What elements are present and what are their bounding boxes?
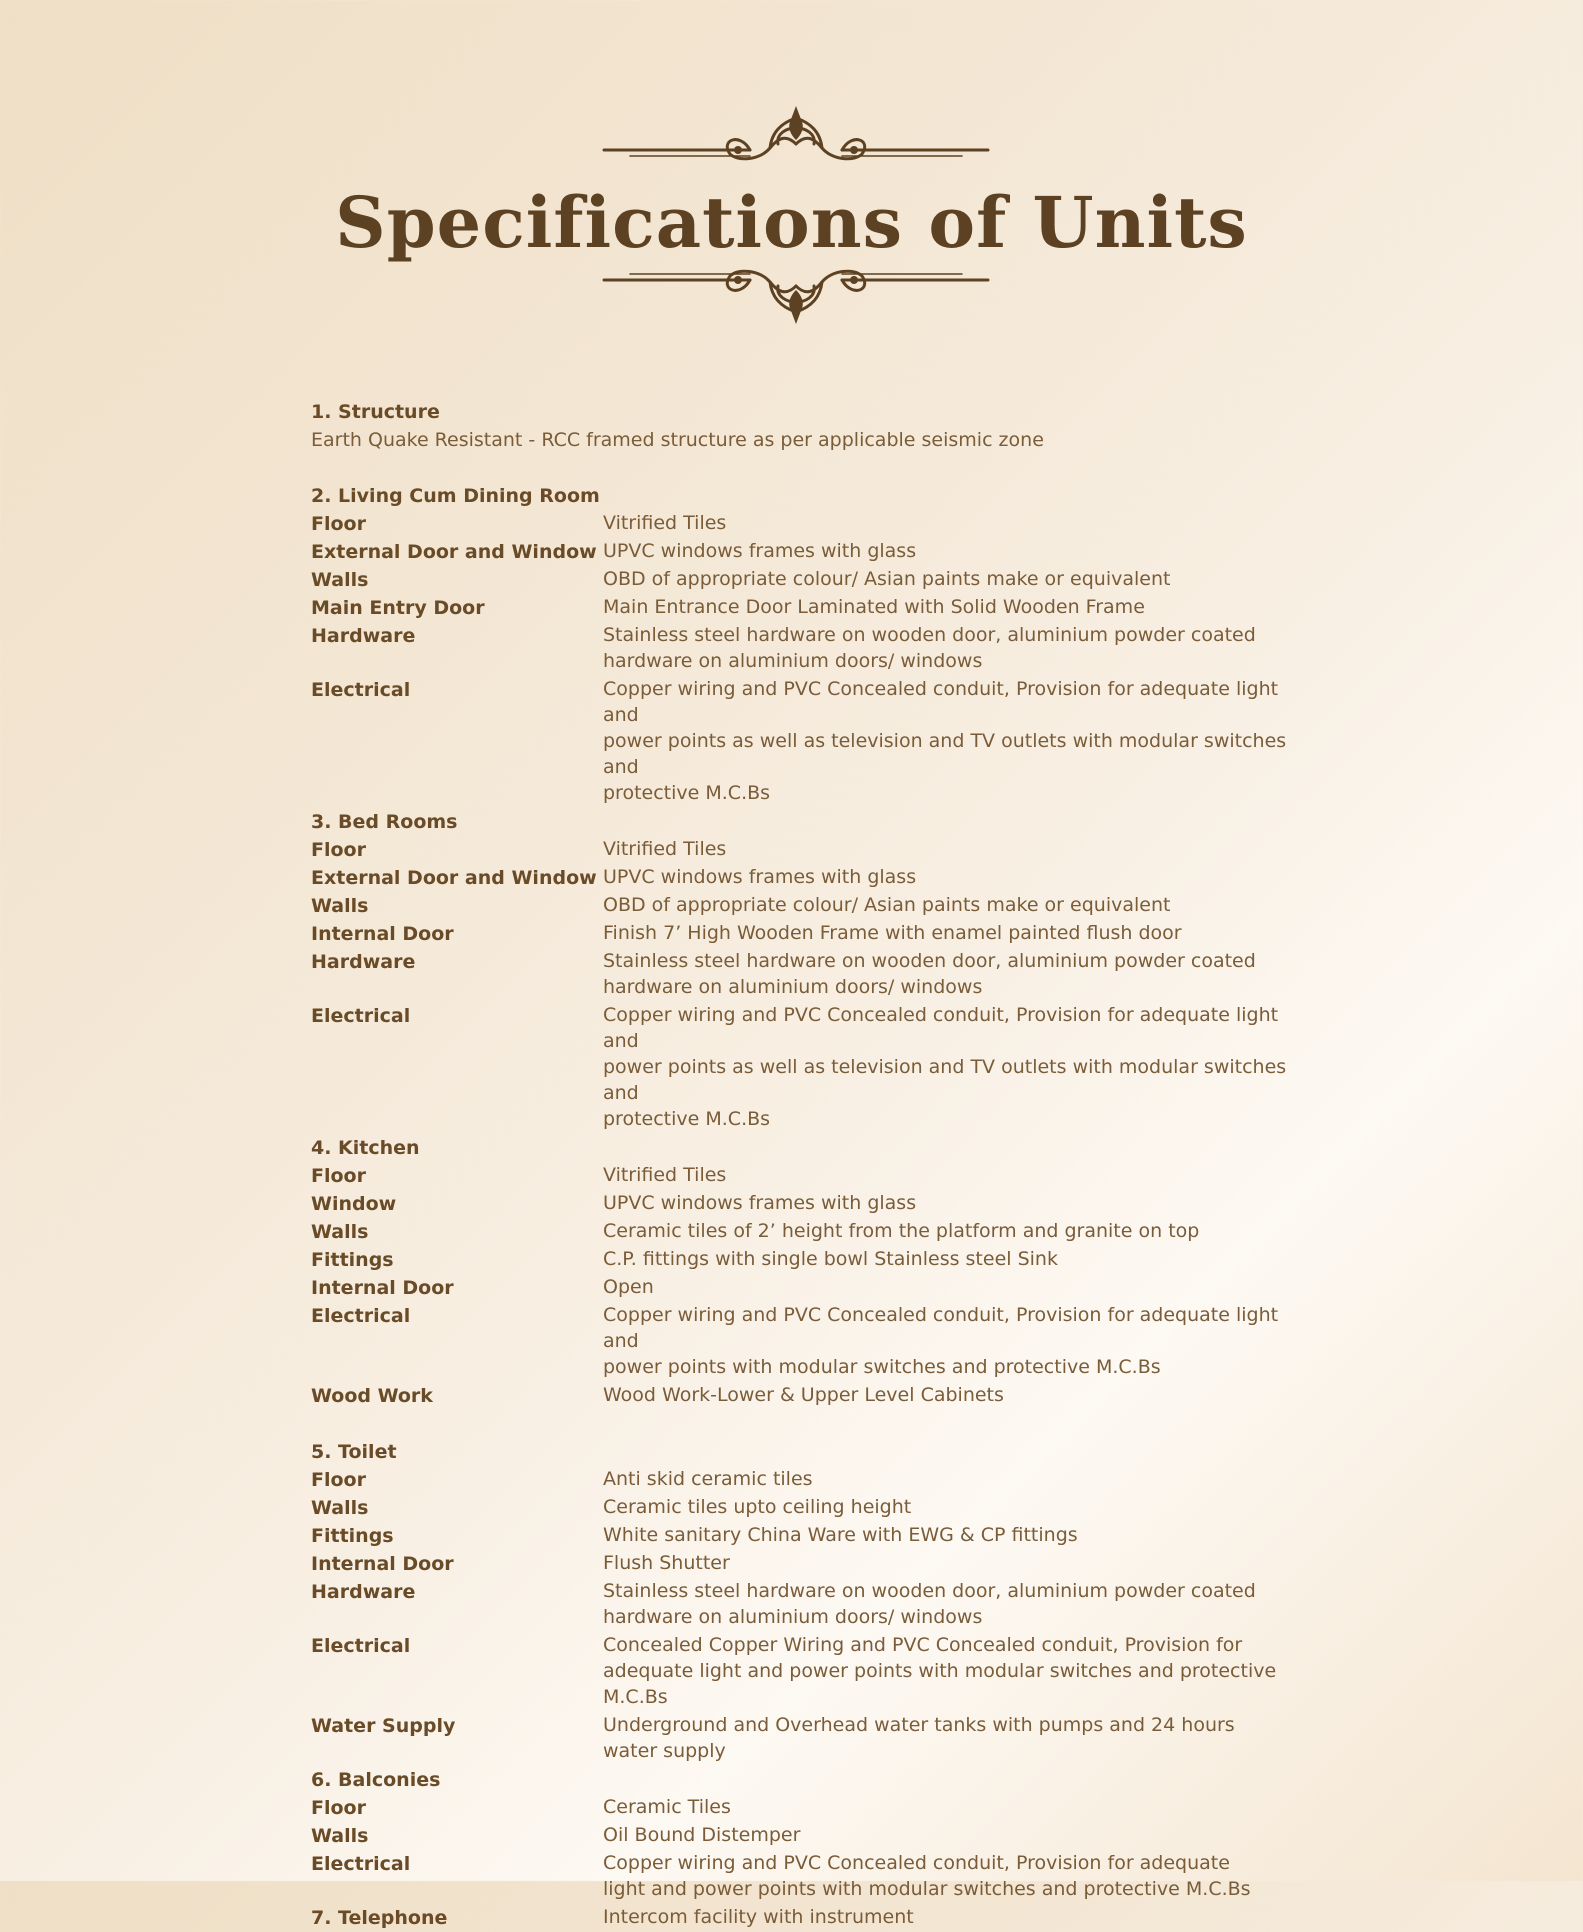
- spec-value: [603, 836, 1303, 864]
- spec-label: Walls: [311, 1221, 369, 1243]
- spec-row: [311, 622, 1311, 674]
- spec-label: Wood Work: [311, 1385, 433, 1407]
- spec-row: [311, 920, 1311, 948]
- spec-value: [603, 920, 1303, 948]
- spec-value: [603, 1632, 1303, 1710]
- spec-row: [311, 1190, 1311, 1218]
- spec-row: [311, 948, 1311, 1000]
- spec-value: [603, 1190, 1303, 1218]
- spec-value: [603, 1850, 1303, 1902]
- spec-label: Floor: [311, 1165, 366, 1187]
- section-heading-living: 2. Living Cum Dining Room: [311, 485, 600, 507]
- spec-label: Hardware: [311, 1581, 416, 1603]
- spec-label: Electrical: [311, 1853, 411, 1875]
- spec-value-line: Ceramic tiles of 2’ height from the platform and granite on top: [603, 1220, 1200, 1242]
- spec-label: Hardware: [311, 951, 416, 973]
- spec-row: [311, 1794, 1311, 1822]
- spec-row: [311, 1522, 1311, 1550]
- spec-value-line: Copper wiring and PVC Concealed conduit, Provision for adequate light and: [603, 1304, 1279, 1352]
- section-toilet: [311, 1466, 1311, 1766]
- spec-value: [603, 1494, 1303, 1522]
- spec-row: [311, 1850, 1311, 1902]
- spec-label: Walls: [311, 569, 369, 591]
- spec-label: Electrical: [311, 1635, 411, 1657]
- spec-value-line: Ceramic Tiles: [603, 1796, 731, 1818]
- spec-row: [311, 1466, 1311, 1494]
- spec-label: External Door and Window: [311, 541, 597, 563]
- spec-value: [603, 1550, 1303, 1578]
- spec-value: [603, 1246, 1303, 1274]
- spec-value: [603, 1712, 1303, 1764]
- spec-value-line: Stainless steel hardware on wooden door, aluminium powder coated: [603, 1580, 1256, 1602]
- spec-value: [603, 1904, 1303, 1932]
- spec-row: [311, 676, 1311, 806]
- section-heading-balconies: 6. Balconies: [311, 1769, 441, 1791]
- spec-label: Window: [311, 1193, 397, 1215]
- spec-value: [603, 622, 1303, 674]
- spec-value: [603, 1578, 1303, 1630]
- section-living: [311, 510, 1311, 808]
- spec-value-line: Vitrified Tiles: [603, 512, 727, 534]
- spec-value: [603, 948, 1303, 1000]
- spec-value: [603, 1794, 1303, 1822]
- spec-label: Fittings: [311, 1525, 394, 1547]
- spec-value: [603, 538, 1303, 566]
- spec-row: [311, 1162, 1311, 1190]
- spec-value: [603, 510, 1303, 538]
- spec-value-line: UPVC windows frames with glass: [603, 540, 917, 562]
- spec-value-line: UPVC windows frames with glass: [603, 866, 917, 888]
- spec-value: [603, 594, 1303, 622]
- spec-label: Electrical: [311, 679, 411, 701]
- spec-value: [603, 1382, 1303, 1410]
- spec-row: [311, 1002, 1311, 1132]
- spec-value: [603, 1822, 1303, 1850]
- section-telephone: [311, 1904, 1311, 1932]
- spec-value-line: adequate light and power points with modular switches and protective: [603, 1660, 1277, 1682]
- spec-value: [603, 676, 1303, 806]
- spec-value-line: hardware on aluminium doors/ windows: [603, 1606, 983, 1628]
- spec-label: Water Supply: [311, 1715, 456, 1737]
- spec-value: [603, 1274, 1303, 1302]
- spec-label: Floor: [311, 839, 366, 861]
- spec-value-line: Copper wiring and PVC Concealed conduit, Provision for adequate: [603, 1852, 1230, 1874]
- spec-value: [603, 1522, 1303, 1550]
- spec-label: Fittings: [311, 1249, 394, 1271]
- spec-value-line: Wood Work-Lower & Upper Level Cabinets: [603, 1384, 1004, 1406]
- page-title: Specifications of Units: [335, 181, 1248, 264]
- section-heading-bedrooms: 3. Bed Rooms: [311, 811, 458, 833]
- spec-value: [603, 1302, 1303, 1380]
- spec-row: [311, 1494, 1311, 1522]
- spec-value: [603, 864, 1303, 892]
- spec-row: [311, 1550, 1311, 1578]
- spec-label: Electrical: [311, 1305, 411, 1327]
- spec-value-line: C.P. fittings with single bowl Stainless steel Sink: [603, 1248, 1058, 1270]
- spec-value-line: UPVC windows frames with glass: [603, 1192, 917, 1214]
- spec-value-line: protective M.C.Bs: [603, 1108, 771, 1130]
- section-bedrooms: [311, 836, 1311, 1134]
- spec-value-line: Vitrified Tiles: [603, 1164, 727, 1186]
- section-heading-kitchen: 4. Kitchen: [311, 1137, 420, 1159]
- spec-value: [603, 1218, 1303, 1246]
- specifications-list: [311, 398, 1311, 1932]
- spec-value: [603, 1002, 1303, 1132]
- spec-value-line: Main Entrance Door Laminated with Solid Wooden Frame: [603, 596, 1145, 618]
- spec-row: [311, 1382, 1311, 1410]
- spec-value-line: protective M.C.Bs: [603, 782, 771, 804]
- spec-label: Internal Door: [311, 923, 454, 945]
- spec-value-line: OBD of appropriate colour/ Asian paints make or equivalent: [603, 894, 1171, 916]
- spec-value-line: light and power points with modular switches and protective M.C.Bs: [603, 1878, 1251, 1900]
- spec-value-line: M.C.Bs: [603, 1686, 668, 1708]
- spec-row: [311, 1302, 1311, 1380]
- spec-label: Floor: [311, 513, 366, 535]
- spec-value-line: water supply: [603, 1740, 726, 1762]
- spec-value-line: Underground and Overhead water tanks with pumps and 24 hours: [603, 1714, 1235, 1736]
- bottom-flourish-ornament: [600, 266, 992, 326]
- spec-row: [311, 1274, 1311, 1302]
- spec-label: Floor: [311, 1797, 366, 1819]
- spec-row: [311, 836, 1311, 864]
- spec-value-line: hardware on aluminium doors/ windows: [603, 976, 983, 998]
- spec-value-line: Vitrified Tiles: [603, 838, 727, 860]
- spec-value: [603, 1162, 1303, 1190]
- spec-value-line: Intercom facility with instrument: [603, 1906, 914, 1928]
- spec-row: [311, 538, 1311, 566]
- spec-value-line: Flush Shutter: [603, 1552, 730, 1574]
- spec-value-line: Oil Bound Distemper: [603, 1824, 801, 1846]
- top-flourish-ornament: [600, 104, 992, 164]
- spec-label: Walls: [311, 895, 369, 917]
- section-balconies: [311, 1794, 1311, 1904]
- spec-value: [603, 1466, 1303, 1494]
- spec-label: External Door and Window: [311, 867, 597, 889]
- spec-value-line: White sanitary China Ware with EWG & CP fittings: [603, 1524, 1078, 1546]
- spec-value-line: hardware on aluminium doors/ windows: [603, 650, 983, 672]
- spec-value-line: power points as well as television and TV outlets with modular switches and: [603, 730, 1287, 778]
- section-heading-structure: 1. Structure: [311, 401, 440, 423]
- spec-row: [311, 1632, 1311, 1710]
- spec-value-line: Finish 7’ High Wooden Frame with enamel painted flush door: [603, 922, 1182, 944]
- spec-label: Internal Door: [311, 1553, 454, 1575]
- spec-row: [311, 594, 1311, 622]
- spec-value: [603, 566, 1303, 594]
- section-kitchen: [311, 1162, 1311, 1410]
- spec-row: [311, 1904, 1311, 1932]
- spec-row: [311, 1822, 1311, 1850]
- spec-label: Internal Door: [311, 1277, 454, 1299]
- spec-value-line: Stainless steel hardware on wooden door, aluminium powder coated: [603, 950, 1256, 972]
- spec-label: Hardware: [311, 625, 416, 647]
- spec-value-line: Concealed Copper Wiring and PVC Concealed conduit, Provision for: [603, 1634, 1243, 1656]
- spec-row: [311, 510, 1311, 538]
- spec-row: [311, 1712, 1311, 1764]
- structure-description: Earth Quake Resistant - RCC framed structure as per applicable seismic zone: [311, 429, 1044, 451]
- spec-value-line: OBD of appropriate colour/ Asian paints make or equivalent: [603, 568, 1171, 590]
- spec-row: [311, 864, 1311, 892]
- spec-row: [311, 1218, 1311, 1246]
- spec-label: Walls: [311, 1497, 369, 1519]
- spec-label: Electrical: [311, 1005, 411, 1027]
- spec-label: 7. Telephone: [311, 1907, 448, 1929]
- spec-row: [311, 1246, 1311, 1274]
- spec-value-line: Copper wiring and PVC Concealed conduit, Provision for adequate light and: [603, 678, 1279, 726]
- spec-value-line: Copper wiring and PVC Concealed conduit, Provision for adequate light and: [603, 1004, 1279, 1052]
- spec-value-line: Ceramic tiles upto ceiling height: [603, 1496, 912, 1518]
- spec-label: Main Entry Door: [311, 597, 485, 619]
- spec-value-line: Open: [603, 1276, 654, 1298]
- spec-value-line: power points with modular switches and protective M.C.Bs: [603, 1356, 1161, 1378]
- spec-value-line: Stainless steel hardware on wooden door, aluminium powder coated: [603, 624, 1256, 646]
- spec-value-line: Anti skid ceramic tiles: [603, 1468, 813, 1490]
- spec-label: Floor: [311, 1469, 366, 1491]
- spec-value-line: power points as well as television and TV outlets with modular switches and: [603, 1056, 1287, 1104]
- spec-value: [603, 892, 1303, 920]
- spec-row: [311, 892, 1311, 920]
- spec-row: [311, 566, 1311, 594]
- spec-label: Walls: [311, 1825, 369, 1847]
- spec-row: [311, 1578, 1311, 1630]
- section-heading-toilet: 5. Toilet: [311, 1441, 397, 1463]
